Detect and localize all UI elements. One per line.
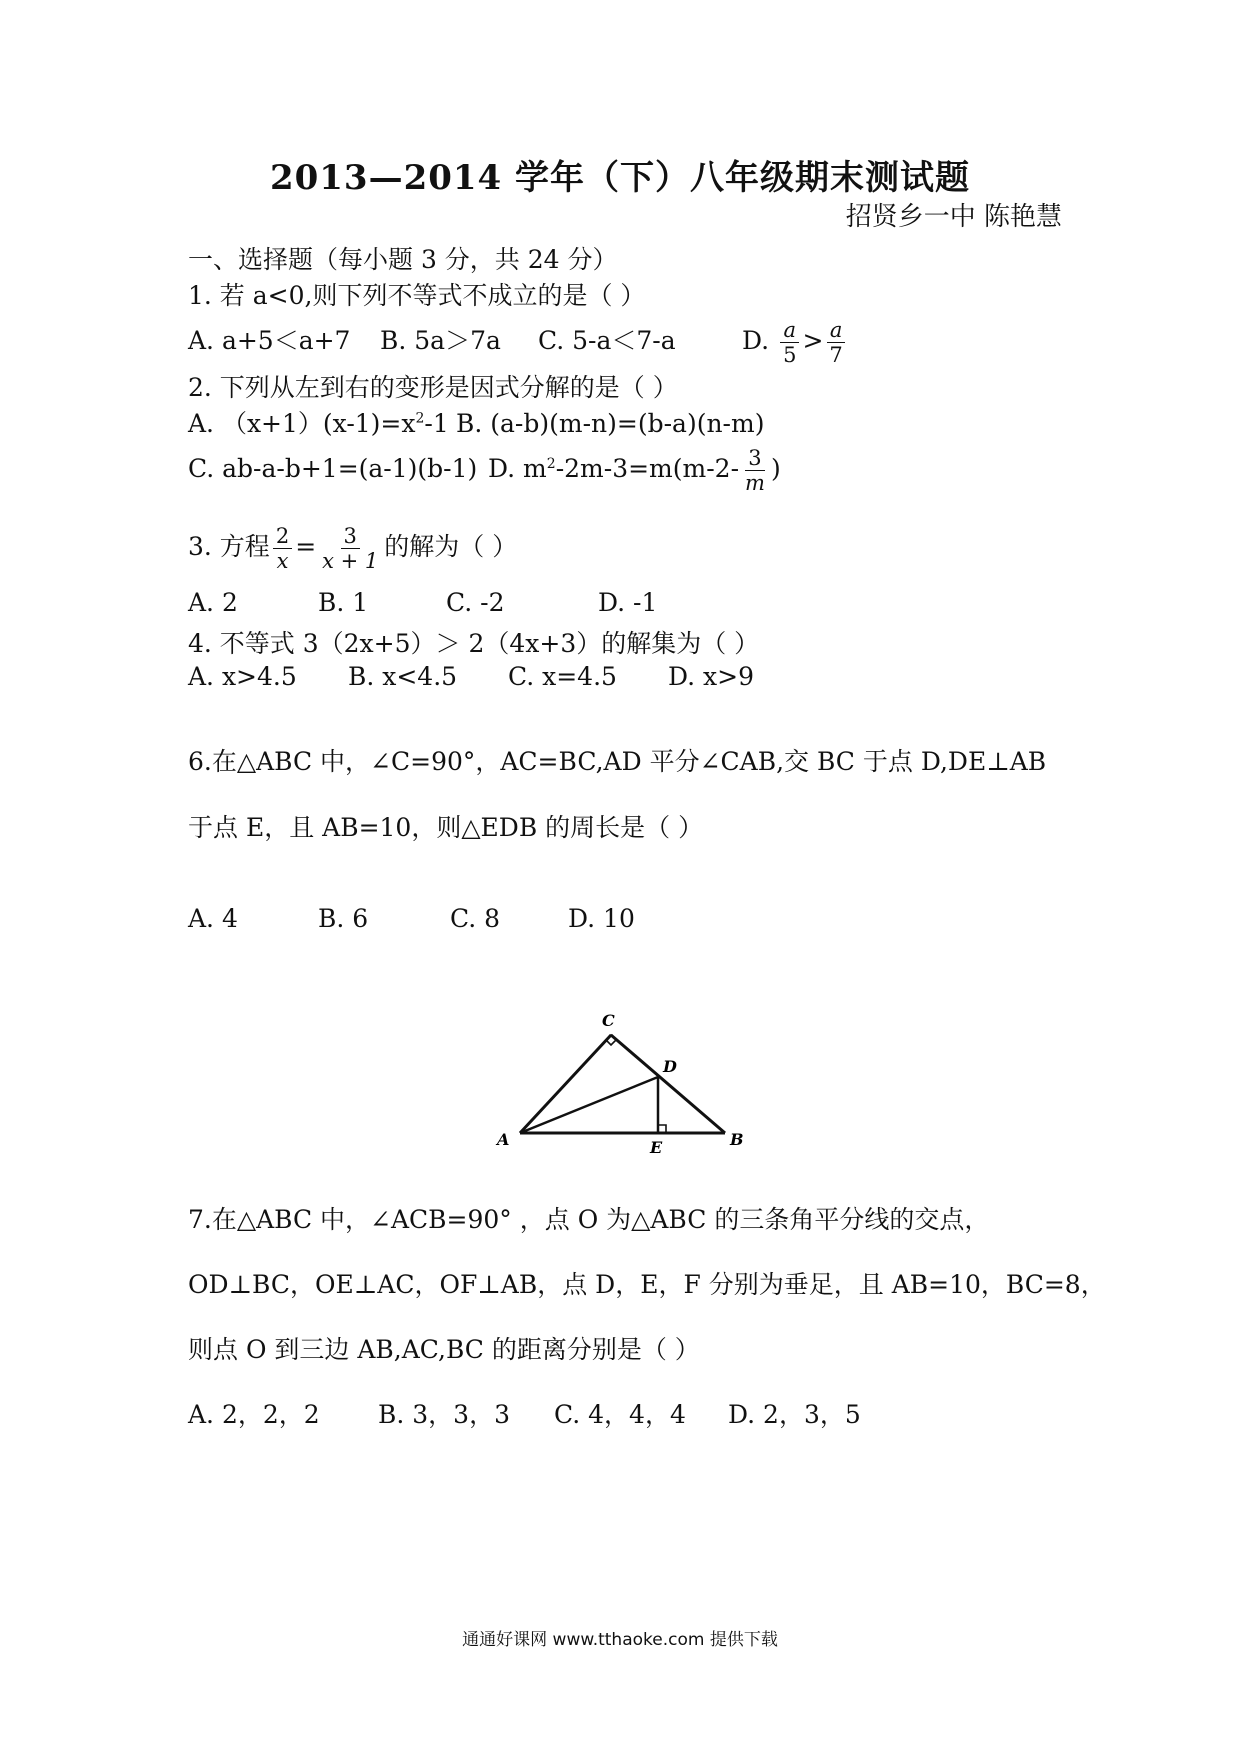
q2-option-c: C. ab-a-b+1=(a-1)(b-1) <box>188 454 478 484</box>
fraction-denominator: x <box>276 549 289 574</box>
segment-ad <box>520 1077 658 1133</box>
q2-option-a <box>188 404 456 440</box>
q6-option-a: A. 4 <box>188 904 238 933</box>
q4-option-b: B. x<4.5 <box>348 662 458 691</box>
q6-option-c: C. 8 <box>450 904 501 933</box>
exponent: 2 <box>415 410 425 427</box>
closing-paren: ) <box>770 454 781 484</box>
question-2-options-cd <box>188 446 781 495</box>
author-line: 招贤乡一中 陈艳慧 <box>845 202 1062 232</box>
page-title: 2013—2014 学年（下）八年级期末测试题 <box>269 158 971 198</box>
q7-option-d: D. 2，3，5 <box>728 1400 861 1429</box>
side-cb <box>611 1035 725 1133</box>
q1-option-b: B. 5a＞7a <box>380 326 501 356</box>
q3-stem-suffix: 的解为（ ） <box>384 532 518 562</box>
equals-sign: = <box>295 532 317 562</box>
q2-option-d <box>488 446 781 495</box>
question-7-line-1: 7.在△ABC 中，∠ACB=90° ，点 O 为△ABC 的三条角平分线的交点， <box>188 1205 990 1234</box>
question-3-options <box>188 588 657 617</box>
q1-option-d <box>742 318 849 367</box>
triangle-figure <box>490 1000 750 1160</box>
fraction-numerator: 2 <box>273 524 292 549</box>
question-2-stem: 2. 下列从左到右的变形是因式分解的是（ ） <box>188 373 678 402</box>
q3-stem-prefix: 3. 方程 <box>188 532 270 562</box>
exponent: 2 <box>546 455 556 472</box>
q1-option-a: A. a+5＜a+7 <box>188 326 351 356</box>
fraction-3-over-m <box>742 446 768 495</box>
side-ac <box>520 1035 611 1133</box>
question-4-options <box>188 662 754 691</box>
question-6-line-1: 6.在△ABC 中，∠C=90°，AC=BC,AD 平分∠CAB,交 BC 于点 D,DE⊥AB <box>188 747 1047 776</box>
question-1-stem: 1. 若 a<0,则下列不等式不成立的是（ ） <box>188 281 646 310</box>
fraction-denominator: 7 <box>829 343 843 368</box>
q1-option-c: C. 5-a＜7-a <box>538 326 676 356</box>
fraction-3-over-x-plus-1 <box>319 524 381 573</box>
question-7-line-2: OD⊥BC，OE⊥AC，OF⊥AB，点 D，E，F 分别为垂足，且 AB=10，BC=8， <box>188 1270 1106 1299</box>
vertex-label-c: C <box>602 1011 615 1030</box>
q3-option-c: C. -2 <box>446 588 505 617</box>
greater-than-sign: > <box>802 326 824 356</box>
q3-option-d: D. -1 <box>598 588 658 617</box>
question-7-options <box>188 1395 861 1431</box>
vertex-label-d: D <box>663 1057 677 1076</box>
vertex-label-b: B <box>730 1130 744 1149</box>
question-3-stem <box>188 524 517 573</box>
q2-option-a-text: A. （x+1）(x-1)=x <box>188 409 416 438</box>
fraction-numerator: 3 <box>341 524 360 549</box>
vertex-label-a: A <box>497 1130 510 1149</box>
q3-option-b: B. 1 <box>318 588 369 617</box>
q2-option-b: B. (a-b)(m-n)=(b-a)(n-m) <box>456 409 765 438</box>
q4-option-a: A. x>4.5 <box>188 662 297 691</box>
fraction-denominator: 5 <box>783 343 797 368</box>
q7-option-a: A. 2，2，2 <box>188 1400 320 1429</box>
question-6-options <box>188 904 635 933</box>
q6-option-b: B. 6 <box>318 904 369 933</box>
q4-option-c: C. x=4.5 <box>508 662 617 691</box>
q3-option-a: A. 2 <box>188 588 238 617</box>
fraction-numerator: a <box>827 318 846 343</box>
q2-option-d-text: D. m <box>488 454 547 484</box>
question-1-options <box>188 318 849 367</box>
q2-option-d-mid: -2m-3=m(m-2- <box>555 454 740 484</box>
q1-option-d-prefix: D. <box>742 326 770 356</box>
question-2-options-ab <box>188 404 764 440</box>
fraction-numerator: 3 <box>745 446 764 471</box>
q7-option-b: B. 3，3，3 <box>378 1400 510 1429</box>
q7-option-c: C. 4，4，4 <box>554 1400 686 1429</box>
question-4-stem: 4. 不等式 3（2x+5）＞ 2（4x+3）的解集为（ ） <box>188 629 760 658</box>
fraction-denominator: m <box>745 471 765 496</box>
question-7-line-3: 则点 O 到三边 AB,AC,BC 的距离分别是（ ） <box>188 1335 700 1364</box>
fraction-2-over-x <box>273 524 292 573</box>
footer-download-note: 通通好课网 www.tthaoke.com 提供下载 <box>462 1630 778 1650</box>
section-heading: 一、选择题（每小题 3 分，共 24 分） <box>188 245 618 274</box>
fraction-a-over-7 <box>826 318 845 367</box>
question-6-line-2: 于点 E，且 AB=10，则△EDB 的周长是（ ） <box>188 813 704 842</box>
q2-option-a-tail: -1 <box>424 409 449 438</box>
q4-option-d: D. x>9 <box>668 662 754 691</box>
fraction-a-over-5 <box>780 318 799 367</box>
fraction-numerator: a <box>780 318 799 343</box>
vertex-label-e: E <box>650 1138 663 1157</box>
q6-option-d: D. 10 <box>568 904 635 933</box>
fraction-denominator: x + 1 <box>322 549 379 574</box>
